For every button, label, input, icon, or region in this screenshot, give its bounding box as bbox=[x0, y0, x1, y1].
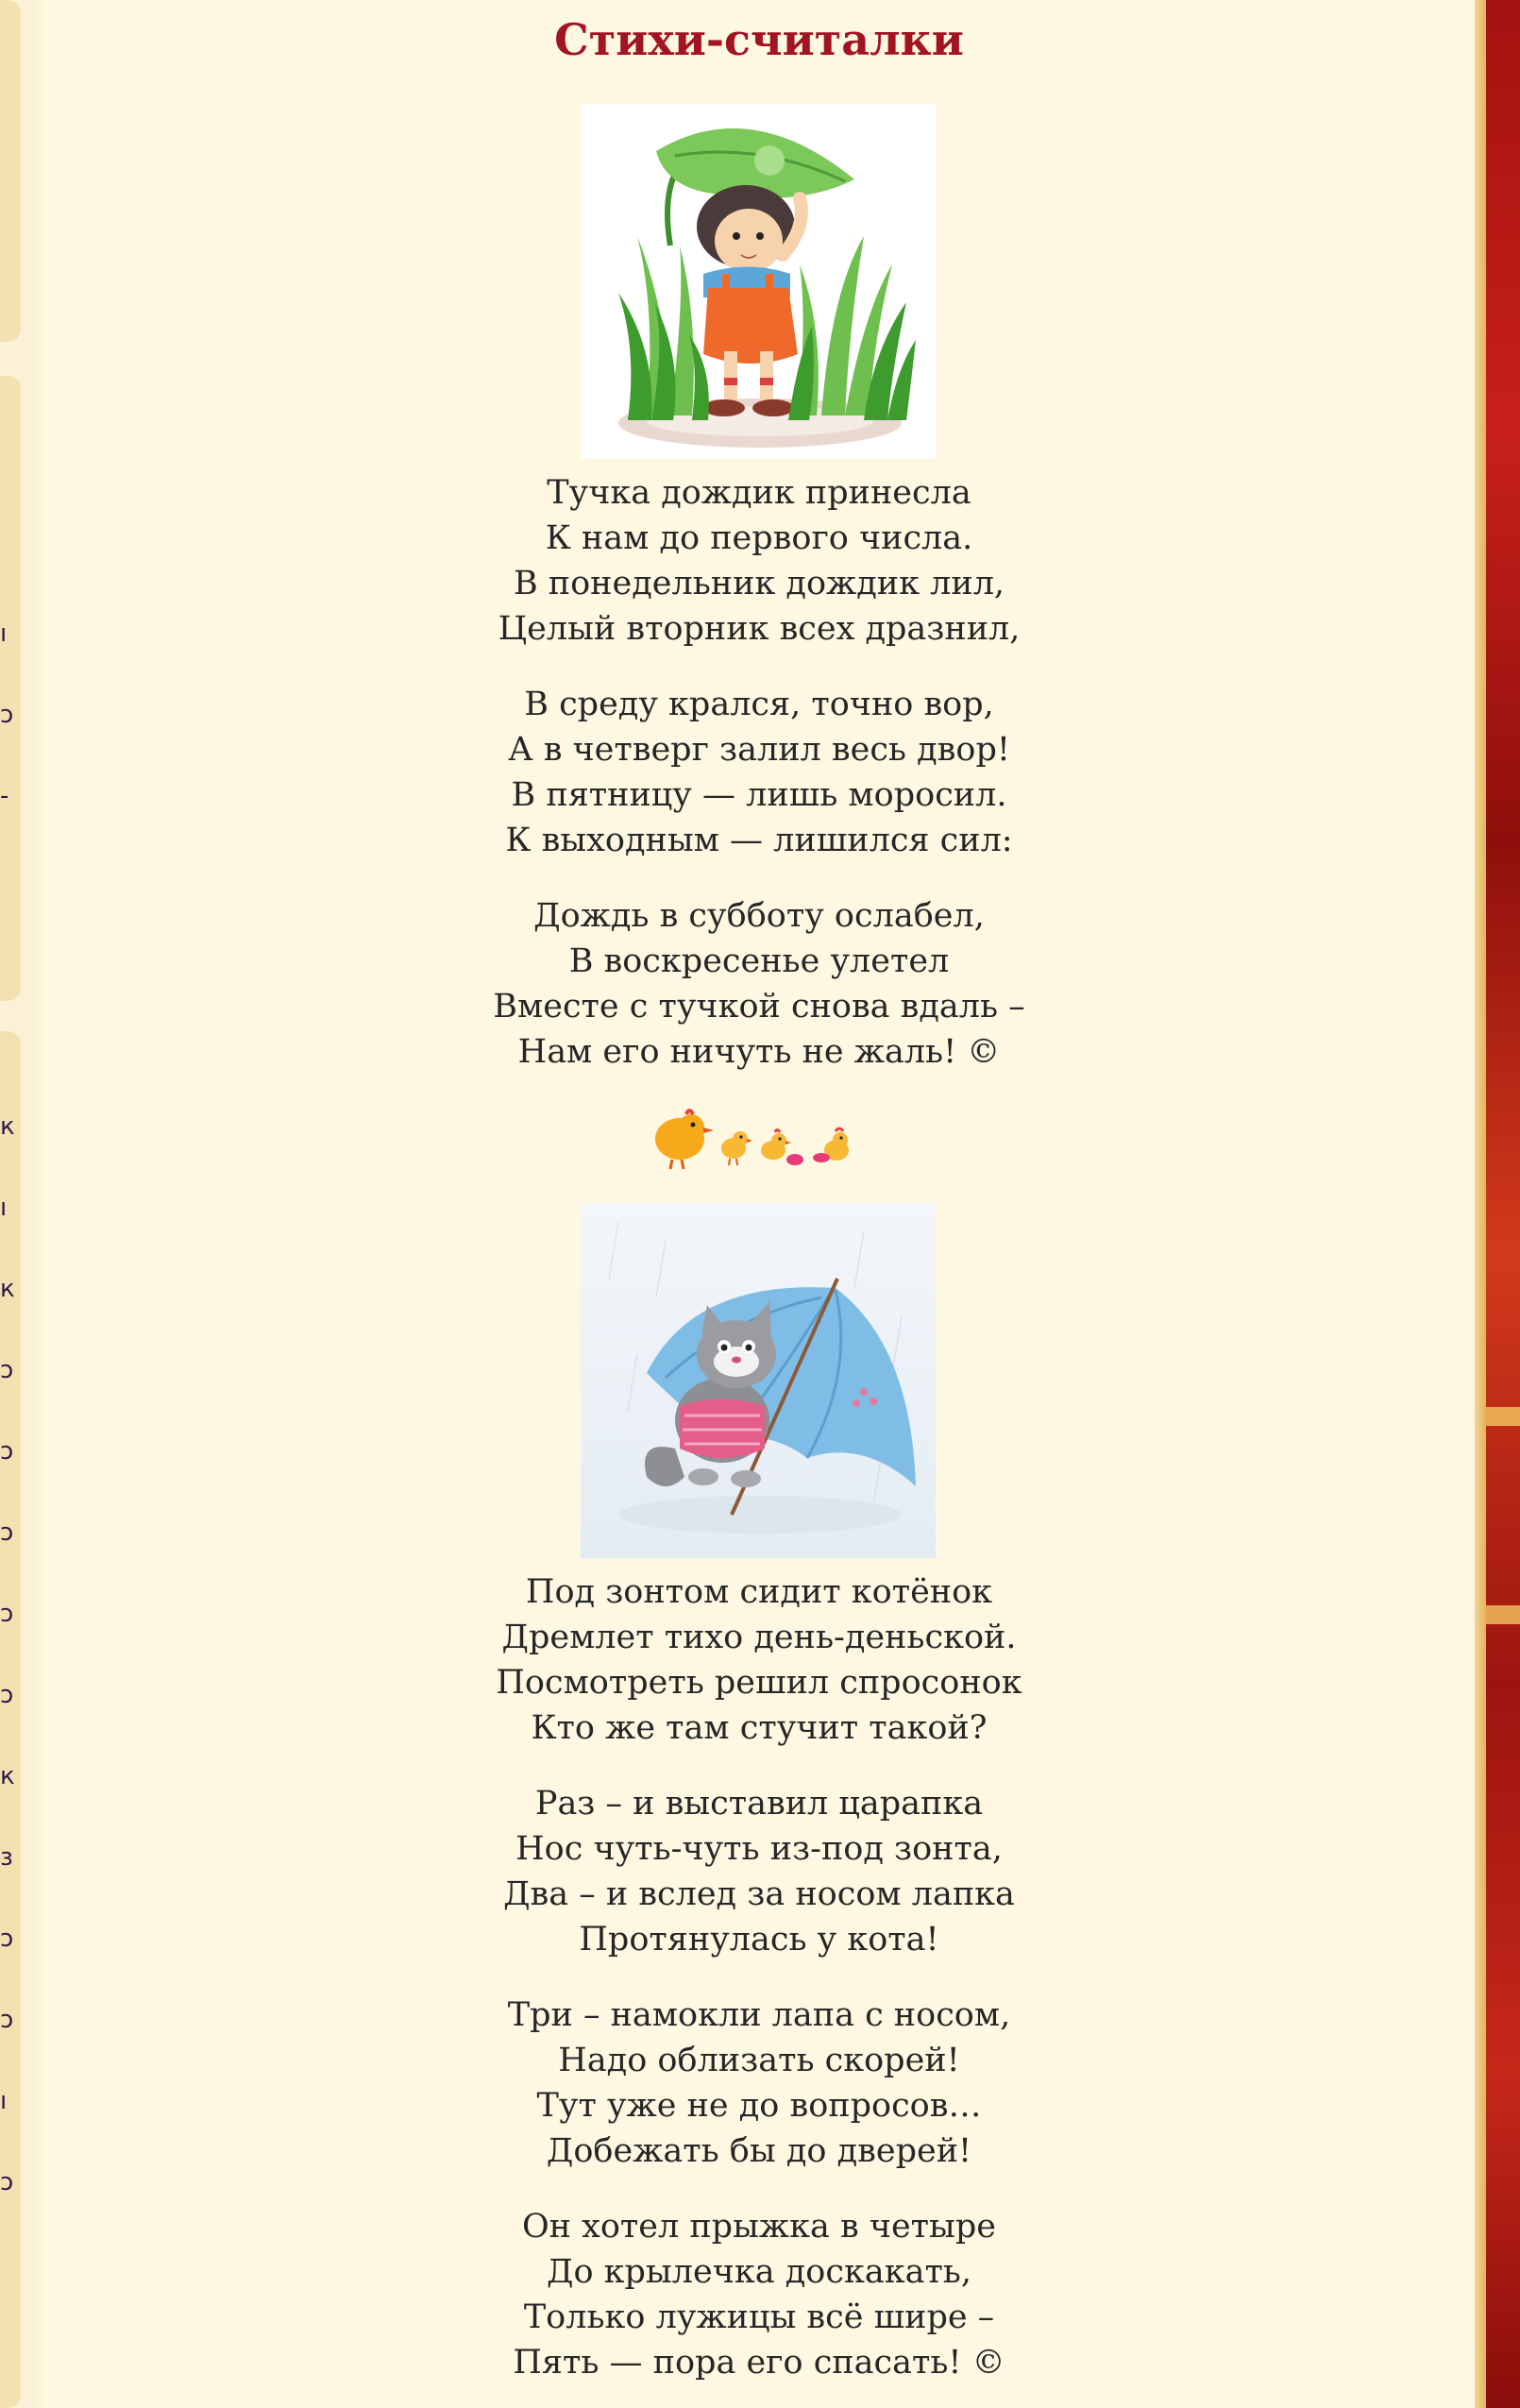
sidebar-glyph[interactable]: ı bbox=[0, 2087, 8, 2115]
sidebar-glyph[interactable]: ɔ bbox=[0, 2006, 14, 2034]
poem-line: Посмотреть решил спросонок bbox=[496, 1664, 1022, 1702]
poem-line: Целый вторник всех дразнил, bbox=[498, 610, 1021, 648]
border-band bbox=[1486, 1605, 1520, 1624]
poem-stanza bbox=[43, 470, 1475, 652]
poem-stanza bbox=[43, 1781, 1475, 1962]
sidebar-glyph[interactable]: ı bbox=[0, 1194, 8, 1222]
poem-stanza bbox=[43, 1993, 1475, 2174]
sidebar-glyph[interactable]: ı bbox=[0, 619, 8, 648]
sidebar-glyph[interactable]: ɔ bbox=[0, 2168, 14, 2196]
left-sidebar-panel bbox=[0, 376, 21, 1001]
poem-line: До крылечка доскакать, bbox=[547, 2253, 971, 2291]
poem-line: К нам до первого числа. bbox=[545, 519, 973, 557]
sidebar-glyph[interactable]: к bbox=[0, 1275, 15, 1303]
kitten-umbrella-image bbox=[581, 1203, 936, 1558]
poem-line: Нос чуть-чуть из-под зонта, bbox=[515, 1830, 1003, 1868]
poem-stanza bbox=[43, 893, 1475, 1075]
poem-line: А в четверг залил весь двор! bbox=[508, 731, 1010, 769]
sidebar-glyph[interactable]: ɔ bbox=[0, 1600, 14, 1628]
left-sidebar-panel bbox=[0, 1031, 21, 2408]
sidebar-glyph[interactable]: ɔ bbox=[0, 1356, 14, 1384]
sidebar-glyph[interactable]: ɔ bbox=[0, 701, 14, 729]
chicks-divider-image bbox=[644, 1101, 870, 1177]
poem-2 bbox=[43, 1569, 1475, 2385]
poem-line: Тучка дождик принесла bbox=[547, 474, 971, 512]
poem-stanza bbox=[43, 682, 1475, 863]
right-decorative-border bbox=[1475, 0, 1520, 2408]
chicks-divider-icon bbox=[644, 1101, 870, 1177]
poem-line: Добежать бы до дверей! bbox=[546, 2132, 972, 2170]
poem-line: Под зонтом сидит котёнок bbox=[525, 1573, 993, 1611]
page-title: Стихи-считалки bbox=[554, 14, 964, 65]
sidebar-glyph[interactable]: ɔ bbox=[0, 1681, 14, 1709]
poem-line: Только лужицы всё шире – bbox=[523, 2298, 995, 2336]
poem-1 bbox=[43, 470, 1475, 1075]
sidebar-glyph[interactable]: - bbox=[0, 782, 9, 810]
left-sidebar-panel bbox=[0, 0, 21, 342]
border-stripe bbox=[1475, 0, 1486, 2408]
poem-line: В среду крался, точно вор, bbox=[524, 686, 994, 723]
poem-line: Раз – и выставил царапка bbox=[534, 1785, 984, 1823]
poem-stanza bbox=[43, 2204, 1475, 2385]
sidebar-glyph[interactable]: ɔ bbox=[0, 1518, 14, 1547]
poem-line: Кто же там стучит такой? bbox=[531, 1709, 988, 1747]
main-content bbox=[43, 0, 1475, 2408]
poem-line: Надо облизать скорей! bbox=[558, 2042, 960, 2079]
poem-line: Нам его ничуть не жаль! © bbox=[517, 1033, 1001, 1071]
border-band bbox=[1486, 1407, 1520, 1426]
poem-line: Дождь в субботу ослабел, bbox=[533, 897, 985, 935]
poem-line: В понедельник дождик лил, bbox=[513, 565, 1005, 602]
poem-line: Он хотел прыжка в четыре bbox=[521, 2208, 997, 2246]
sidebar-glyph[interactable]: к bbox=[0, 1762, 15, 1790]
sidebar-glyph[interactable]: ɔ bbox=[0, 1437, 14, 1466]
left-sidebar bbox=[0, 0, 38, 2408]
poem-line: Тут уже не до вопросов… bbox=[536, 2087, 982, 2125]
child-under-leaf-image bbox=[581, 104, 936, 459]
poem-line: Пять — пора его спасать! © bbox=[513, 2344, 1005, 2382]
kitten-umbrella-illustration bbox=[581, 1203, 936, 1558]
poem-line: Вместе с тучкой снова вдаль – bbox=[493, 988, 1025, 1026]
poem-line: Два – и вслед за носом лапка bbox=[503, 1875, 1015, 1913]
poem-line: В пятницу — лишь моросил. bbox=[511, 776, 1007, 814]
sidebar-glyph[interactable]: ɔ bbox=[0, 1925, 14, 1953]
poem-line: В воскресенье улетел bbox=[568, 942, 950, 980]
poem-line: К выходным — лишился сил: bbox=[505, 822, 1013, 859]
sidebar-glyph[interactable]: к bbox=[0, 1112, 15, 1141]
poem-line: Три – намокли лапа с носом, bbox=[507, 1996, 1011, 2034]
poem-line: Дремлет тихо день-деньской. bbox=[501, 1619, 1017, 1656]
sidebar-glyph[interactable]: з bbox=[0, 1843, 13, 1872]
poem-stanza bbox=[43, 1569, 1475, 1751]
poem-line: Протянулась у кота! bbox=[579, 1921, 939, 1959]
child-under-leaf-illustration bbox=[581, 104, 936, 459]
